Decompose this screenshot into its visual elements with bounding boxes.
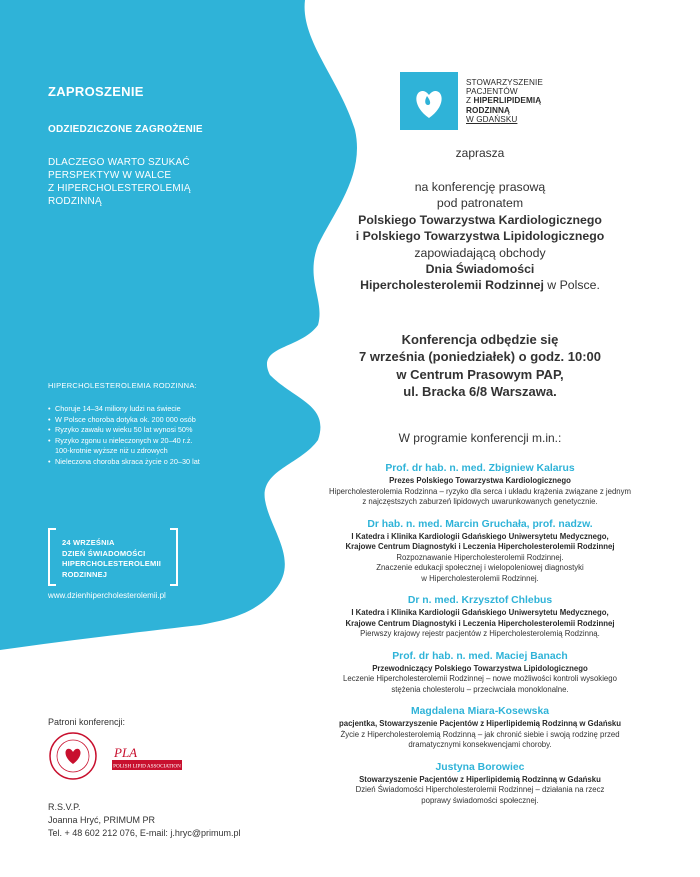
speaker-topic: z najczęstszych zaburzeń lipidowych uwarunkowanych genetycznie.: [362, 497, 598, 506]
awareness-day-line: DZIEŃ ŚWIADOMOŚCI: [62, 548, 146, 558]
speaker-affiliation: Przewodniczący Polskiego Towarzystwa Lipidologicznego: [372, 663, 588, 673]
speaker-name: Dr n. med. Krzysztof Chlebus: [407, 595, 553, 606]
speaker-entry: [290, 594, 670, 640]
speaker-topic: Rozpoznawanie Hipercholesterolemii Rodzinnej.: [396, 552, 564, 562]
speaker-topic: Życie z Hipercholesterolemią Rodzinną – jak chronić siebie i swoją rodzinę przed: [340, 729, 620, 739]
rsvp-name: Joanna Hryć, PRIMUM PR: [48, 815, 156, 825]
association-logo: [400, 72, 560, 134]
speaker-affiliation: Stowarzyszenie Pacjentów z Hiperlipidemią Rodzinną w Gdańsku: [359, 774, 601, 784]
polish-lipid-association-logo: [112, 744, 182, 772]
intro-line-patron: i Polskiego Towarzystwa Lipidologicznego: [355, 229, 605, 244]
speaker-entry: [290, 462, 670, 508]
speaker-topic: Dzień Świadomości Hipercholesterolemii Rodzinnej – działania na rzecz: [355, 785, 605, 794]
heart-drop-icon: [400, 72, 458, 130]
speaker-entry: [290, 705, 670, 751]
speaker-entry: [290, 761, 670, 807]
conference-datetime: 7 września (poniedziałek) o godz. 10:00: [358, 349, 601, 365]
conference-venue: w Centrum Prasowym PAP,: [396, 366, 564, 382]
pla-logo-text: POLISH LIPID ASSOCIATION: [113, 763, 181, 770]
speaker-topic: Leczenie Hipercholesterolemii Rodzinnej – nowe możliwości kontroli wysokiego: [343, 674, 617, 683]
association-name-line: STOWARZYSZENIE: [466, 78, 543, 87]
subtitle-inherited-threat: ODZIEDZICZONE ZAGROŻENIE: [48, 124, 203, 135]
program-heading: W programie konferencji m.in.:: [398, 431, 562, 445]
intro-line: na konferencję prasową: [414, 180, 546, 194]
fact-item-continuation: 100-krotnie wyższe niż u zdrowych: [55, 446, 168, 455]
intro-line-patron: Polskiego Towarzystwa Kardiologicznego: [358, 212, 602, 227]
intro-line: zapowiadającą obchody: [414, 245, 546, 260]
facts-heading: HIPERCHOLESTEROLEMIA RODZINNA:: [48, 381, 198, 390]
tagline-line: RODZINNĄ: [48, 196, 102, 207]
association-name-line: W GDAŃSKU: [466, 114, 518, 124]
awareness-day-date: 24 WRZEŚNIA: [62, 538, 115, 547]
conference-address: ul. Bracka 6/8 Warszawa.: [403, 384, 557, 400]
speakers-list: [290, 462, 670, 816]
speaker-topic: Znaczenie edukacji społecznej i wielopoleniowej diagnostyki: [376, 563, 584, 572]
speaker-affiliation: I Katedra i Klinika Kardiologii Gdańskiego Uniwersytetu Medycznego,: [351, 608, 609, 617]
intro-line: pod patronatem: [436, 196, 524, 211]
speaker-affiliation: Krajowe Centrum Diagnostyki i Leczenia Hipercholesterolemii Rodzinnej: [345, 542, 615, 551]
tagline-line: DLACZEGO WARTO SZUKAĆ: [48, 157, 190, 168]
fact-item: • W Polsce choroba dotyka ok. 200 000 osób: [48, 415, 278, 426]
speaker-affiliation: Prezes Polskiego Towarzystwa Kardiologicznego: [389, 476, 571, 485]
invitation-title: ZAPROSZENIE: [48, 84, 144, 99]
rsvp-phone-email[interactable]: Tel. + 48 602 212 076, E-mail: j.hryc@primum.pl: [48, 828, 241, 838]
speaker-topic: Hipercholesterolemia Rodzinna – ryzyko dla serca i układu krążenia związane z jednym: [328, 486, 632, 496]
fact-item: • Nieleczona choroba skraca życie o 20–30 lat: [48, 457, 278, 468]
speaker-affiliation: I Katedra i Klinika Kardiologii Gdańskiego Uniwersytetu Medycznego,: [351, 531, 609, 541]
speaker-topic: Pierwszy krajowy rejestr pacjentów z Hipercholesterolemią Rodzinną.: [360, 629, 600, 638]
speaker-affiliation: pacjentka, Stowarzyszenie Pacjentów z Hiperlipidemią Rodzinną w Gdańsku: [338, 719, 622, 728]
conference-details: [290, 331, 670, 401]
association-name: [466, 78, 543, 124]
speaker-topic: dramatycznymi konsekwencjami choroby.: [408, 740, 552, 749]
fact-item: • Choruje 14–34 miliony ludzi na świecie: [48, 404, 278, 415]
speaker-affiliation: Krajowe Centrum Diagnostyki i Leczenia Hipercholesterolemii Rodzinnej: [345, 618, 615, 628]
fact-item: • Ryzyko zgonu u nieleczonych w 20–40 r.ż.: [48, 436, 278, 447]
rsvp-contact: [48, 801, 240, 840]
association-name-line: Z HIPERLIPIDEMIĄ: [466, 96, 542, 106]
rsvp-label: R.S.V.P.: [48, 802, 81, 812]
patrons-label: Patroni konferencji:: [48, 717, 126, 727]
speaker-name: Prof. dr hab. n. med. Maciej Banach: [392, 650, 568, 662]
facts-list: [48, 404, 278, 467]
awareness-day-box: [48, 528, 178, 584]
speaker-name: Prof. dr hab. n. med. Zbigniew Kalarus: [385, 463, 575, 474]
awareness-day-line: RODZINNEJ: [62, 569, 108, 579]
tagline-line: PERSPEKTYW W WALCE: [48, 170, 172, 181]
svg-text:PLA: PLA: [114, 745, 138, 760]
tagline-line: Z HIPERCHOLESTEROLEMIĄ: [48, 183, 191, 194]
tagline: [48, 156, 238, 208]
conference-line: Konferencja odbędzie się: [401, 332, 559, 347]
website-link[interactable]: www.dzienhipercholesterolemii.pl: [48, 591, 166, 600]
speaker-topic: stężenia cholesterolu – przeciwciała monoklonalne.: [391, 684, 569, 694]
speaker-entry: [290, 518, 670, 585]
awareness-day-line: HIPERCHOLESTEROLEMII: [62, 559, 162, 568]
speaker-topic: w Hipercholesterolemii Rodzinnej.: [421, 573, 539, 583]
speaker-name: Justyna Borowiec: [435, 761, 525, 773]
speaker-entry: [290, 650, 670, 696]
intro-line-event: Dnia Świadomości: [425, 262, 535, 277]
association-name-line: PACJENTÓW: [466, 87, 518, 97]
speaker-name: Dr hab. n. med. Marcin Gruchała, prof. nadzw.: [367, 518, 593, 530]
invitation-intro: [290, 179, 670, 294]
speaker-name: Magdalena Miara-Kosewska: [410, 706, 550, 717]
association-name-line: RODZINNĄ: [466, 105, 511, 115]
fact-item: • Ryzyko zawału w wieku 50 lat wynosi 50%: [48, 425, 278, 436]
intro-line-event: Hipercholesterolemii Rodzinnej w Polsce.: [360, 278, 600, 293]
invites-word: zaprasza: [455, 146, 505, 160]
ptk-seal-logo: [48, 731, 98, 781]
speaker-topic: poprawy świadomości społecznej.: [421, 795, 539, 805]
